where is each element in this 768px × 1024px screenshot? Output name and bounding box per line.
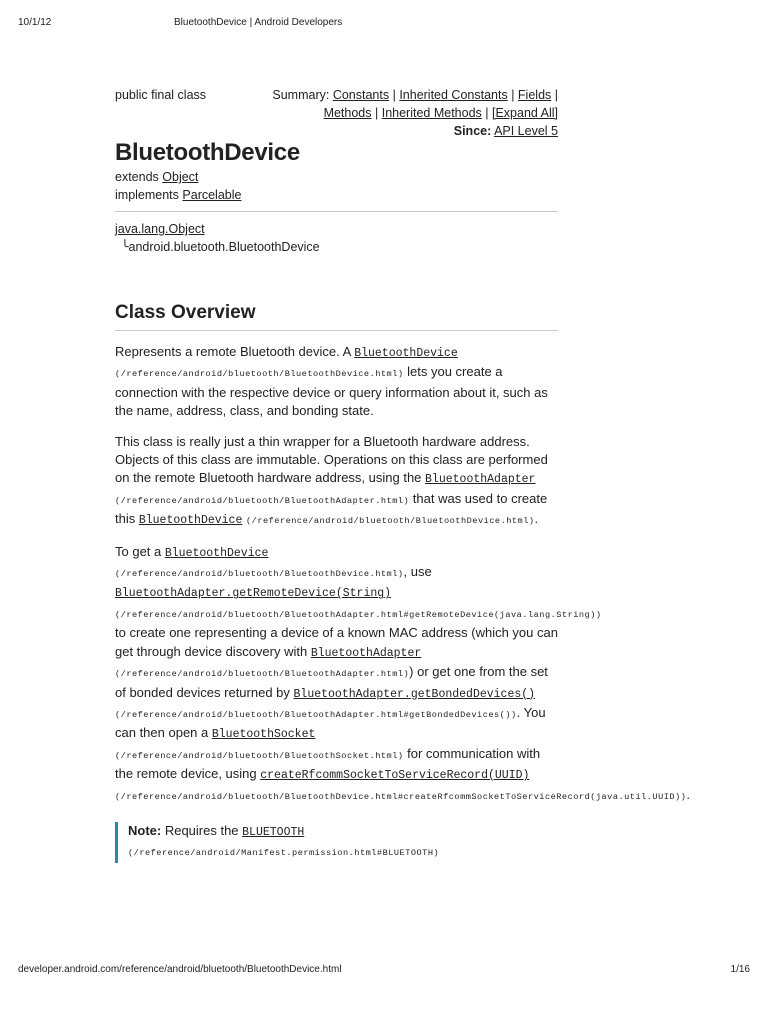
permission-note <box>115 822 558 863</box>
link-url: (/reference/android/bluetooth/BluetoothAdapter.html#getRemoteDevice(java.lang.String)) <box>115 609 602 620</box>
text: . <box>686 786 690 802</box>
link-url: (/reference/android/bluetooth/BluetoothDevice.html#createRfcommSocketToServiceRecord(java.util.UUID)) <box>115 791 687 802</box>
note-label: Note: <box>128 822 162 838</box>
implements-link[interactable]: Parcelable <box>182 188 242 202</box>
bluetoothdevice-link[interactable]: BluetoothDevice <box>164 546 269 560</box>
link-url: (/reference/android/Manifest.permission.html#BLUETOOTH) <box>128 848 440 859</box>
document-content <box>115 86 690 863</box>
bluetoothdevice-link[interactable]: BluetoothDevice <box>354 347 458 360</box>
create-rfcomm-socket-link[interactable]: createRfcommSocketToServiceRecord(UUID) <box>260 769 530 783</box>
extends-link[interactable]: Object <box>162 170 199 184</box>
link-url: (/reference/android/bluetooth/BluetoothDevice.html) <box>115 569 404 580</box>
get-bonded-devices-link[interactable]: BluetoothAdapter.getBondedDevices() <box>293 687 536 701</box>
class-overview-heading: Class Overview <box>115 300 558 331</box>
overview-paragraph-3 <box>115 543 690 806</box>
text: Represents a remote Bluetooth device. A <box>115 344 355 359</box>
get-remote-device-link[interactable]: BluetoothAdapter.getRemoteDevice(String) <box>115 587 392 601</box>
text: to create one representing a device of a known MAC address (which you can get through device discovery with <box>115 625 558 659</box>
bluetoothadapter-link[interactable]: BluetoothAdapter <box>310 646 422 660</box>
print-date: 10/1/12 <box>18 17 52 28</box>
summary-link-expand-all[interactable]: [Expand All] <box>491 106 558 120</box>
link-url: (/reference/android/bluetooth/BluetoothDevice.html) <box>115 369 404 380</box>
link-url: (/reference/android/bluetooth/BluetoothAdapter.html) <box>115 495 410 506</box>
summary-link-methods[interactable]: Methods <box>323 106 372 120</box>
hierarchy-parent-link[interactable]: java.lang.Object <box>115 222 205 236</box>
bluetoothsocket-link[interactable]: BluetoothSocket <box>211 728 316 742</box>
bluetoothadapter-link[interactable]: BluetoothAdapter <box>425 473 536 487</box>
summary-link-inherited-constants[interactable]: Inherited Constants <box>399 88 508 102</box>
footer-url: developer.android.com/reference/android/bluetooth/BluetoothDevice.html <box>18 964 342 975</box>
link-url: (/reference/android/bluetooth/BluetoothSocket.html) <box>115 750 404 761</box>
divider <box>115 211 558 212</box>
since-api-link[interactable]: API Level 5 <box>494 124 558 138</box>
overview-paragraph-2 <box>115 433 558 531</box>
class-header-row <box>115 86 558 138</box>
extends-label: extends <box>115 170 159 184</box>
summary-link-fields[interactable]: Fields <box>517 88 552 102</box>
text: . <box>534 511 539 527</box>
text: . You can then open a <box>115 704 546 741</box>
text: that was used to create this <box>115 490 548 527</box>
text: , use <box>403 564 432 580</box>
print-footer <box>18 964 750 978</box>
text: ) or get one from the set of bonded devices returned by <box>115 664 548 700</box>
implements-label: implements <box>115 188 179 202</box>
summary-nav: Summary: Constants | Inherited Constants | Fields | Methods | Inherited Methods | [Expand All] Since: API Level 5 <box>272 88 558 138</box>
text: lets you create a connection with the respective device or query information about it, such as the name, address, class, and bonding state. <box>115 364 548 419</box>
summary-link-inherited-methods[interactable]: Inherited Methods <box>381 106 482 120</box>
since-label: Since: <box>453 124 492 138</box>
text: for communication with the remote device, using <box>115 745 541 782</box>
class-modifiers: public final class <box>115 88 207 102</box>
text: This class is really just a thin wrapper for a Bluetooth hardware address. Objects of this class are immutable. Operations on this class are performed on the remote Bluetooth hardware address, using the <box>115 433 548 486</box>
inheritance-tree <box>115 220 558 256</box>
extends-line <box>115 168 558 186</box>
print-header <box>18 17 750 31</box>
text: Requires the <box>161 822 243 838</box>
print-title: BluetoothDevice | Android Developers <box>174 17 343 28</box>
hierarchy-child: ╰android.bluetooth.BluetoothDevice <box>121 240 320 254</box>
class-name-title: BluetoothDevice <box>115 139 300 166</box>
summary-link-constants[interactable]: Constants <box>332 88 390 102</box>
bluetooth-permission-link[interactable]: BLUETOOTH <box>242 825 305 839</box>
link-url: (/reference/android/bluetooth/BluetoothAdapter.html#getBondedDevices()) <box>115 709 517 720</box>
summary-label: Summary: <box>272 88 330 102</box>
link-url: (/reference/android/bluetooth/BluetoothAdapter.html) <box>115 669 410 680</box>
page-number: 1/16 <box>730 964 750 975</box>
overview-paragraph-1 <box>115 343 558 421</box>
implements-line <box>115 186 558 204</box>
bluetoothdevice-link[interactable]: BluetoothDevice <box>138 514 243 528</box>
link-url: (/reference/android/bluetooth/BluetoothDevice.html) <box>246 516 535 527</box>
text: To get a <box>115 543 165 559</box>
